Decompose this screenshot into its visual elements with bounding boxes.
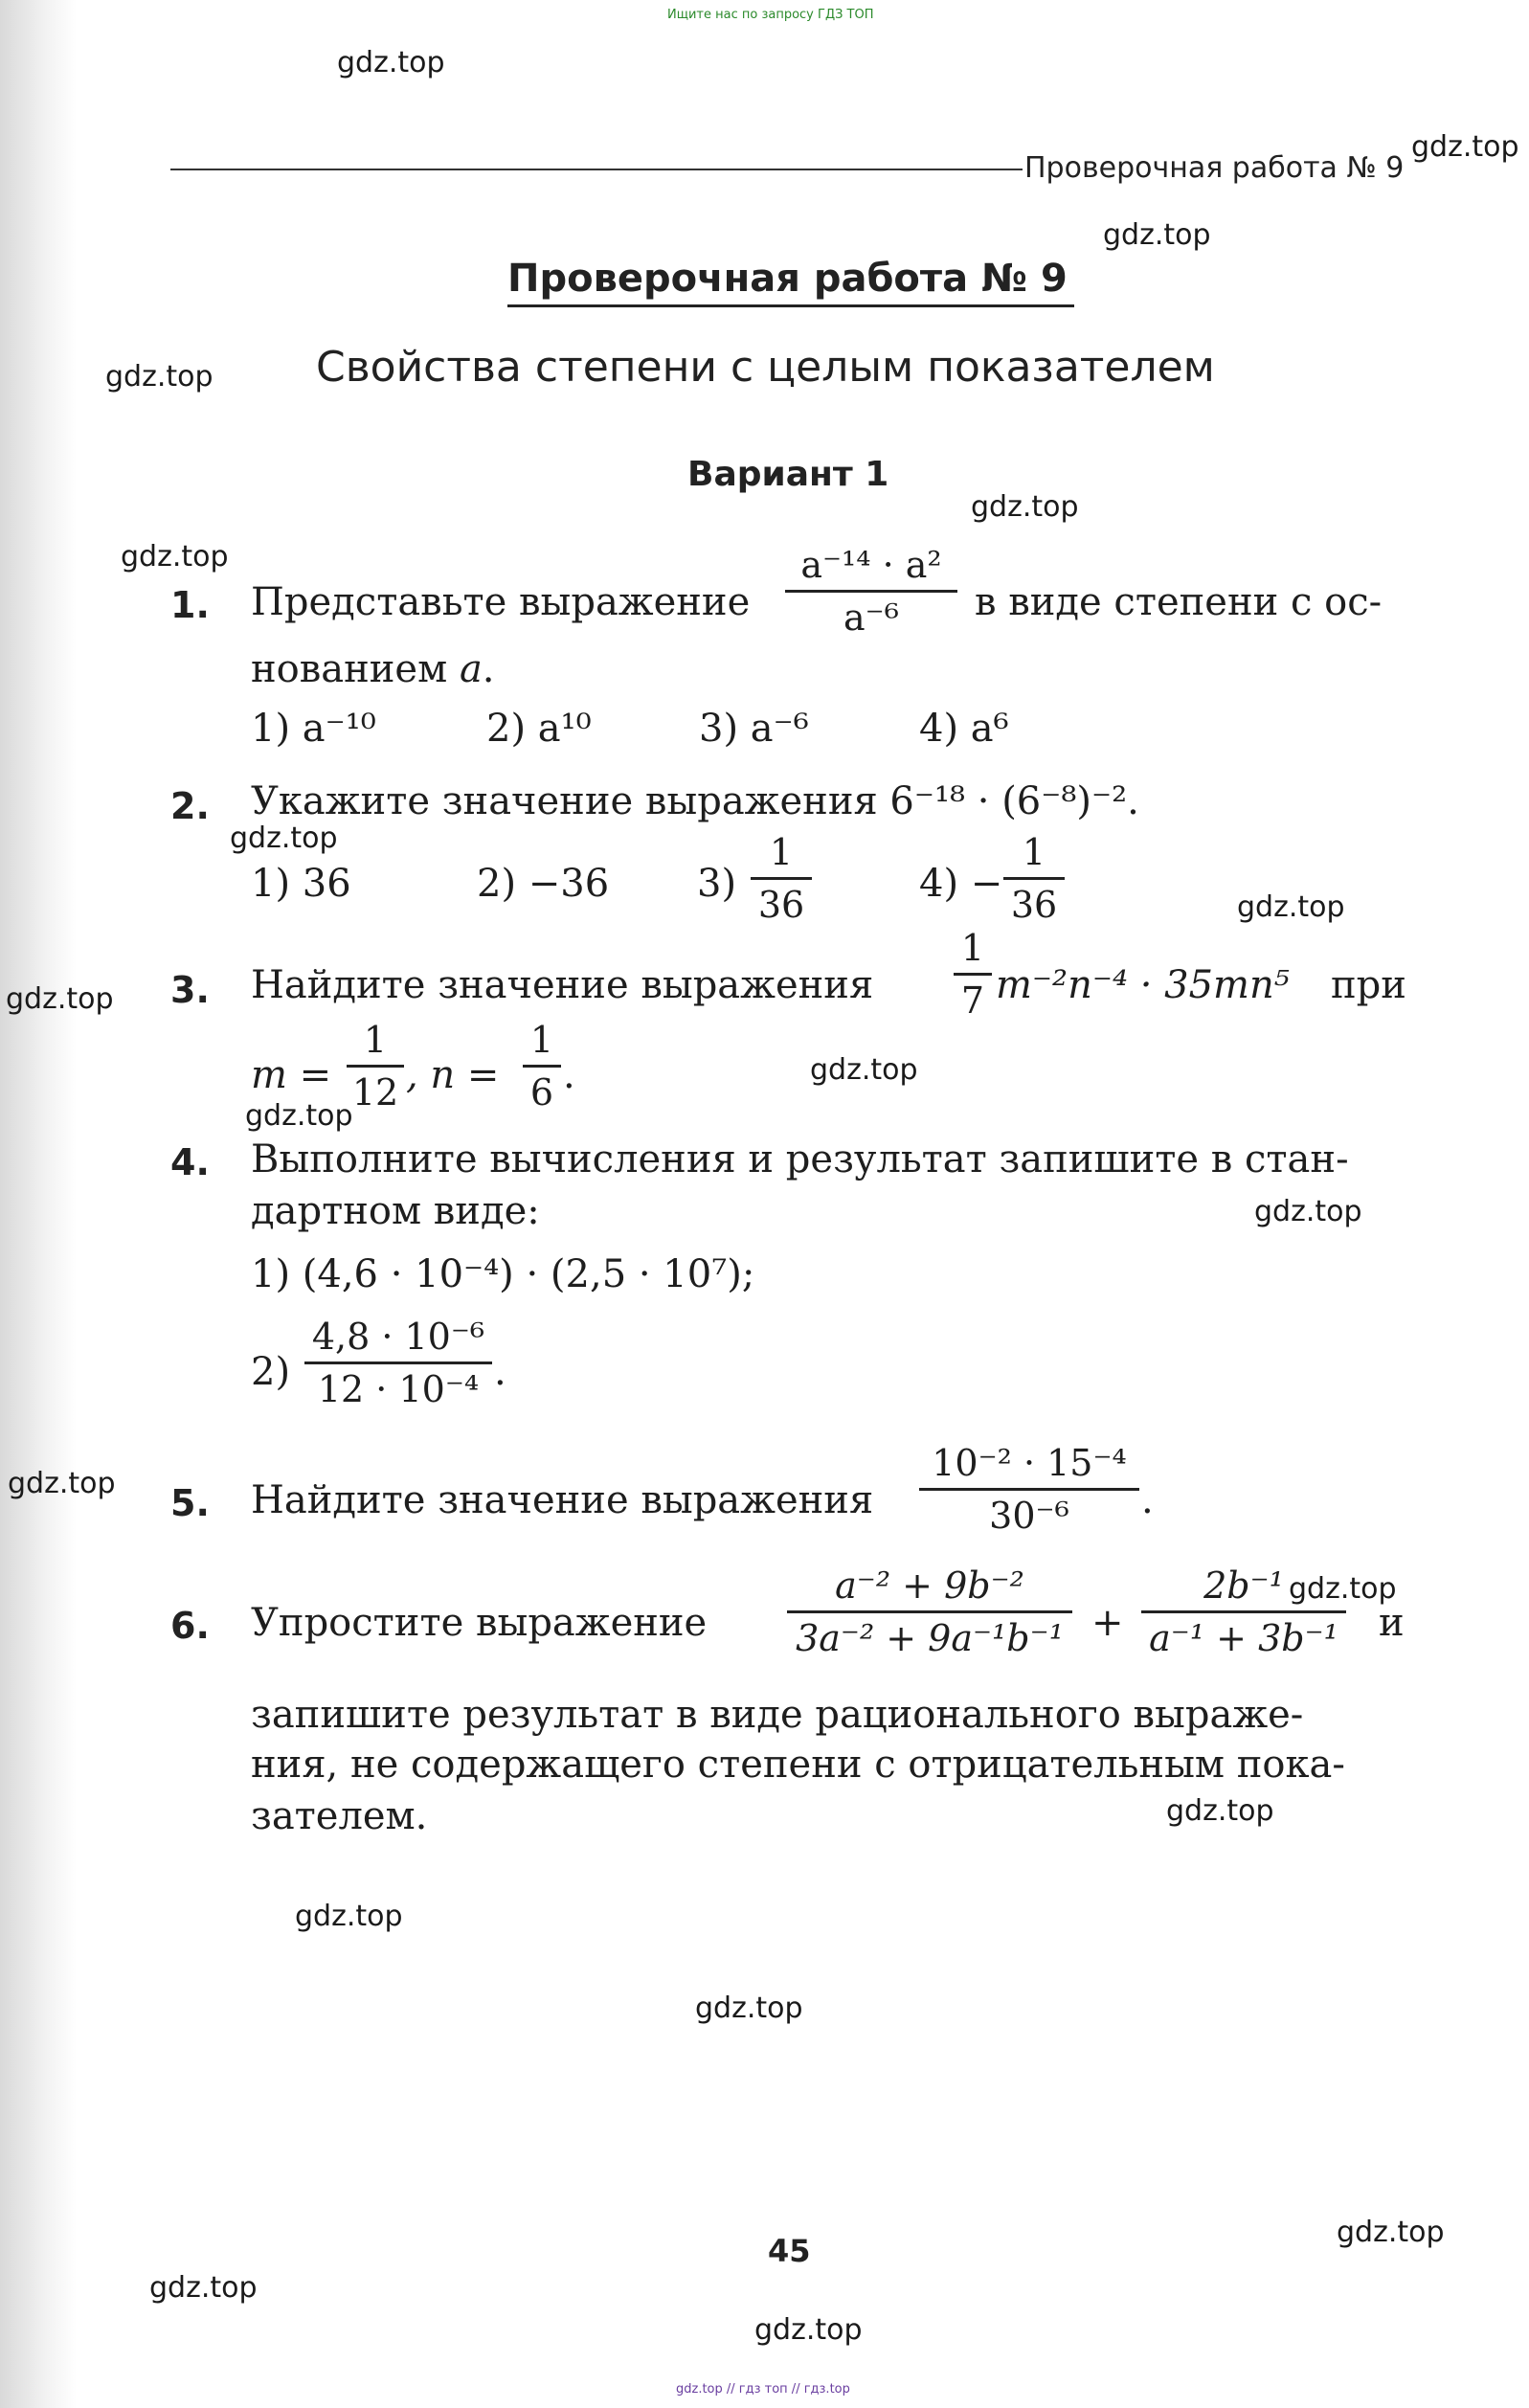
watermark: gdz.top [245,1099,353,1133]
task-number: 4. [170,1141,210,1183]
task-fraction: 1 7 [954,927,992,1022]
task-text: дартном виде: [251,1189,540,1233]
page-number: 45 [768,2233,811,2269]
task-fraction: 4,8 · 10⁻⁶ 12 · 10⁻⁴ [304,1316,492,1410]
watermark: gdz.top [105,360,214,394]
task-expression: m⁻²n⁻⁴ · 35mn⁵ [996,963,1290,1007]
answer-option: 3) [697,862,737,906]
page-title: Проверочная работа № 9 [507,257,1068,301]
task-text: . [1141,1478,1154,1522]
task-text: Укажите значение выражения 6⁻¹⁸ · (6⁻⁸)⁻². [251,779,1139,823]
watermark: gdz.top [1411,130,1519,164]
task-text: , n = [406,1053,500,1097]
watermark: gdz.top [230,821,338,855]
m-value-fraction: 1 12 [347,1019,404,1114]
task-fraction: 10⁻² · 15⁻⁴ 30⁻⁶ [919,1442,1139,1537]
task-item: 1) (4,6 · 10⁻⁴) · (2,5 · 10⁷); [251,1252,755,1296]
answer-option: 4) a⁶ [919,707,1009,751]
answer-option: 4) − [919,862,1003,906]
watermark: gdz.top [8,1467,116,1500]
watermark: gdz.top [149,2271,258,2305]
watermark: gdz.top [695,1992,803,2025]
page-scan-shadow [0,0,77,2408]
top-note: Ищите нас по запросу ГДЗ ТОП [667,8,874,22]
task-text: + [1091,1601,1124,1645]
task-fraction: a⁻¹⁴ · a² a⁻⁶ [785,544,957,639]
answer-option: 2) −36 [477,862,610,906]
task-number: 2. [170,785,210,827]
task-text: ния, не содержащего степени с отрицательным пока- [251,1743,1345,1787]
answer-option: 1) a⁻¹⁰ [251,707,376,751]
n-value-fraction: 1 6 [523,1019,561,1114]
watermark: gdz.top [1289,1572,1397,1606]
answer-option: 1) 36 [251,862,351,906]
watermark: gdz.top [810,1053,918,1087]
task-text: при [1331,963,1406,1007]
title-underline [507,304,1074,307]
task-fraction-2: 2b⁻¹ a⁻¹ + 3b⁻¹ [1141,1564,1346,1659]
watermark: gdz.top [1166,1794,1274,1828]
task-text: Представьте выражение [251,580,751,624]
task-number: 6. [170,1605,210,1647]
watermark: gdz.top [754,2313,863,2347]
task-text: Найдите значение выражения [251,963,874,1007]
watermark: gdz.top [1237,890,1345,924]
task-number: 1. [170,584,210,626]
running-header: Проверочная работа № 9 [1024,151,1405,185]
task-text: m = [251,1053,332,1097]
option-fraction: 1 36 [751,831,812,926]
subtitle: Свойства степени с целым показателем [316,343,1215,392]
answer-option: 2) a¹⁰ [486,707,592,751]
answer-option: 3) a⁻⁶ [699,707,809,751]
watermark: gdz.top [971,490,1079,524]
task-number: 5. [170,1482,210,1524]
task-text: нованием a. [251,647,495,691]
task-text: запишите результат в виде рационального выраже- [251,1693,1304,1737]
task-text: . [494,1350,506,1394]
watermark: gdz.top [295,1900,403,1933]
watermark: gdz.top [1337,2216,1445,2249]
task-item: 2) [251,1350,291,1394]
task-text: Найдите значение выражения [251,1478,874,1522]
task-text: в виде степени с ос- [975,580,1383,624]
task-number: 3. [170,969,210,1011]
task-text: Выполните вычисления и результат запишите в стан- [251,1137,1349,1181]
task-text: зателем. [251,1794,428,1838]
task-text: Упростите выражение [251,1601,708,1645]
bottom-note: gdz.top // гдз топ // гдз.top [676,2382,850,2397]
watermark: gdz.top [121,540,229,574]
watermark: gdz.top [1103,218,1211,252]
option-fraction: 1 36 [1003,831,1065,926]
variant-label: Вариант 1 [687,455,889,494]
header-rule [170,169,1023,170]
task-fraction-1: a⁻² + 9b⁻² 3a⁻² + 9a⁻¹b⁻¹ [787,1564,1072,1659]
watermark: gdz.top [1254,1195,1362,1228]
task-text: . [563,1053,575,1097]
watermark: gdz.top [6,982,114,1016]
watermark: gdz.top [337,46,445,79]
task-text: и [1379,1601,1405,1645]
